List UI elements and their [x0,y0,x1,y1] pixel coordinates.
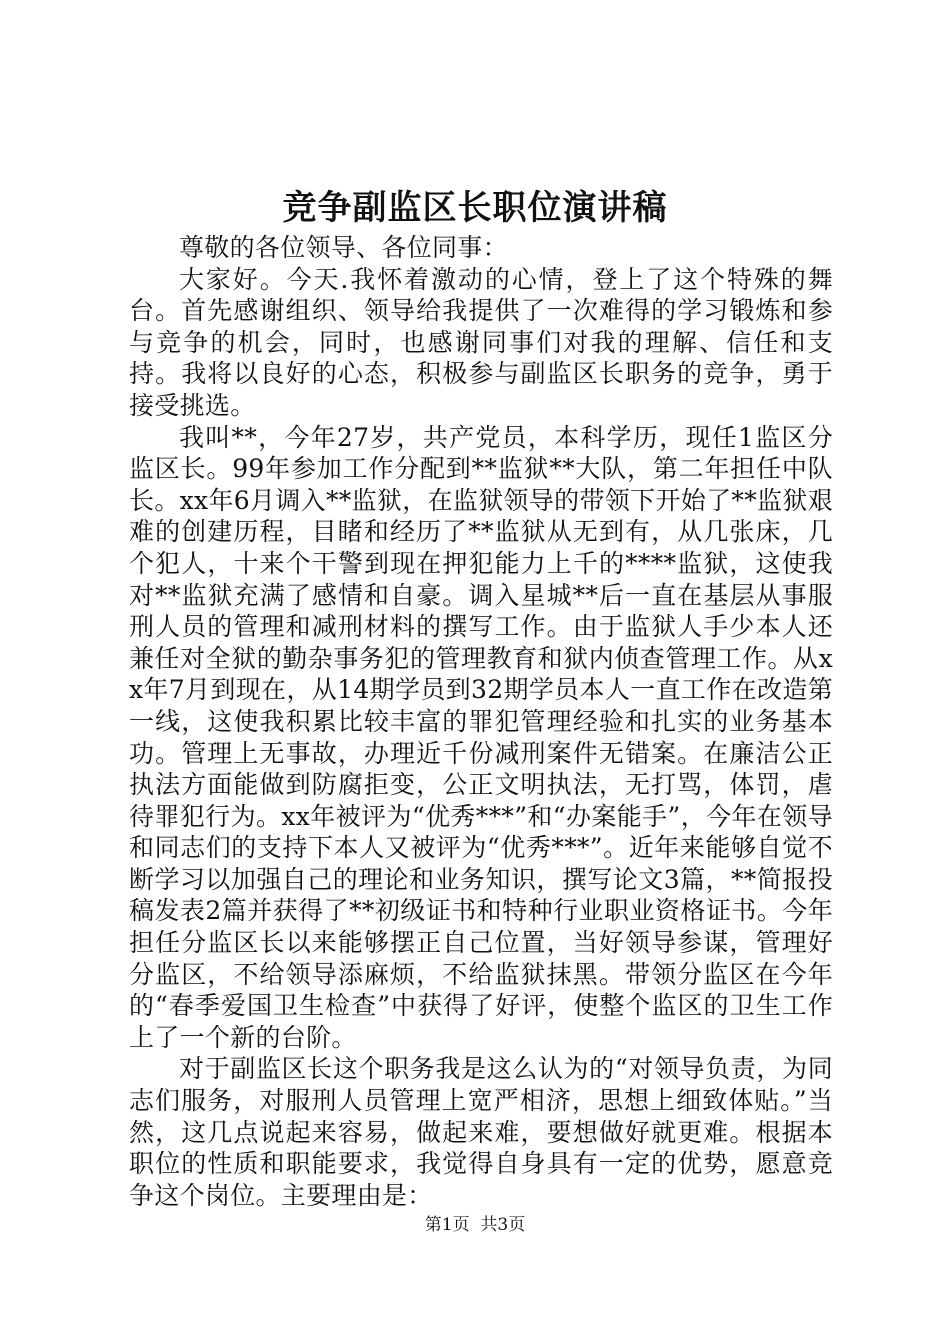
page-footer [0,1212,950,1238]
position-understanding-paragraph: 对于副监区长这个职务我是这么认为的“对领导负责，为同志们服务，对服刑人员管理上宽严相济，思想上细致体贴。”当然，这几点说起来容易，做起来难，要想做好就更难。根据本职位的性质和职能要求，我觉得自身具有一定的优势，愿意竞争这个岗位。主要理由是： [129,1054,833,1210]
page-number-current: 第1页 [424,1215,470,1235]
self-introduction-paragraph: 我叫**，今年27岁，共产党员，本科学历，现任1监区分监区长。99年参加工作分配到**监狱**大队，第二年担任中队长。xx年6月调入**监狱，在监狱领导的带领下开始了**监狱艰难的创建历程，目睹和经历了**监狱从无到有，从几张床，几个犯人，十来个干警到现在押犯能力上千的****监狱，这使我对**监狱充满了感情和自豪。调入星城**后一直在基层从事服刑人员的管理和减刑材料的撰写工作。由于监狱人手少本人还兼任对全狱的勤杂事务犯的管理教育和狱内侦查管理工作。从xx年7月到现在，从14期学员到32期学员本人一直工作在改造第一线，这使我积累比较丰富的罪犯管理经验和扎实的业务基本功。管理上无事故，办理近千份减刑案件无错案。在廉洁公正执法方面能做到防腐拒变，公正文明执法，无打骂，体罚，虐待罪犯行为。xx年被评为“优秀***”和“办案能手”，今年在领导和同志们的支持下本人又被评为“优秀***”。近年来能够自觉不断学习以加强自己的理论和业务知识，撰写论文3篇，**简报投稿发表2篇并获得了**初级证书和特种行业职业资格证书。今年担任分监区长以来能够摆正自己位置，当好领导参谋，管理好分监区，不给领导添麻烦，不给监狱抹黑。带领分监区在今年的“春季爱国卫生检查”中获得了好评，使整个监区的卫生工作上了一个新的台阶。 [129,422,833,1052]
salutation-paragraph: 尊敬的各位领导、各位同事： [179,233,508,262]
document-body [129,232,833,1211]
opening-paragraph: 大家好。今天.我怀着激动的心情，登上了这个特殊的舞台。首先感谢组织、领导给我提供了一次难得的学习锻炼和参与竞争的机会，同时，也感谢同事们对我的理解、信任和支持。我将以良好的心态，积极参与副监区长职务的竞争，勇于接受挑选。 [129,264,833,420]
document-title: 竞争副监区长职位演讲稿 [282,188,668,228]
page-number-total: 共3页 [480,1215,526,1235]
